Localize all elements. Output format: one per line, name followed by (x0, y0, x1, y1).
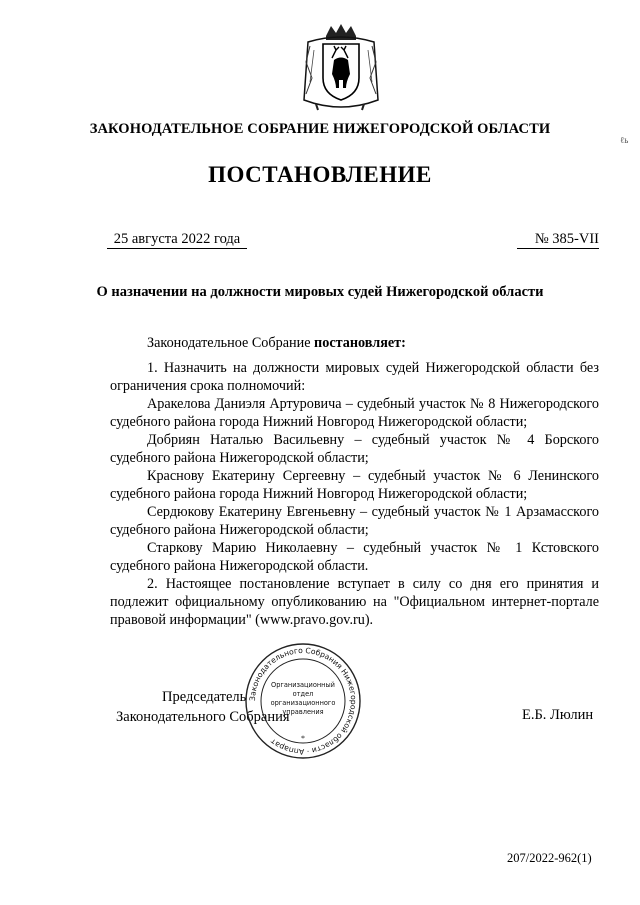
stamp-star-icon: * (301, 734, 305, 743)
judge-dobriyan: Добриян Наталью Васильевну – судебный участок № 4 Борского судебного района Нижегородской области; (110, 432, 599, 466)
position-line-2: Законодательного Собрания (116, 709, 290, 725)
paragraph-item-1: 1. Назначить на должности мировых судей Нижегородской области без ограничения срока полномочий: (110, 360, 599, 394)
paragraph-item-2: 2. Настоящее постановление вступает в силу со дня его принятия и подлежит официальному опубликованию на "Официальном интернет-портале правовой информации" (www.pravo.gov.ru). (110, 576, 599, 628)
corner-mark: ℓь (620, 135, 629, 145)
judge-starkova: Старкову Марию Николаевну – судебный участок № 1 Кстовского судебного района Нижегородской области. (110, 540, 599, 574)
stamp-line-2: отдел (292, 690, 314, 698)
intro-paragraph (110, 334, 599, 352)
judge-serdyukova: Сердюкову Екатерину Евгеньевну – судебный участок № 1 Арзамасского судебного района Нижегородской области; (110, 504, 599, 538)
intro-text: Законодательное Собрание (147, 335, 315, 351)
registration-number: 207/2022-962(1) (507, 851, 592, 865)
judge-arakelov: Аракелова Даниэля Артуровича – судебный участок № 8 Нижегородского судебного района города Нижний Новгород Нижегородской области; (110, 396, 599, 430)
stamp-line-4: управления (282, 708, 324, 716)
organization-name: ЗАКОНОДАТЕЛЬНОЕ СОБРАНИЕ НИЖЕГОРОДСКОЙ ОБЛАСТИ (89, 121, 551, 137)
signatory-name: Е.Б. Люлин (522, 707, 594, 723)
document-title: О назначении на должности мировых судей Нижегородской области (96, 284, 544, 300)
document-body (110, 334, 599, 629)
stamp-ring-text: Законодательного Собрания Нижегородской области · Аппарат (247, 645, 359, 757)
document-number: № 385-VII (517, 230, 599, 249)
judge-krasnova: Краснову Екатерину Сергеевну – судебный участок № 6 Ленинского судебного района города Нижний Новгород Нижегородской области; (110, 468, 599, 502)
intro-bold-text: постановляет: (314, 335, 406, 351)
coat-of-arms-icon (298, 22, 384, 114)
official-stamp (243, 641, 363, 761)
document-date: 25 августа 2022 года (107, 230, 247, 249)
stamp-line-3: организационного (270, 699, 336, 707)
document-type: ПОСТАНОВЛЕНИЕ (208, 162, 432, 187)
stamp-line-1: Организационный (271, 681, 335, 689)
position-line-1: Председатель (162, 689, 247, 705)
